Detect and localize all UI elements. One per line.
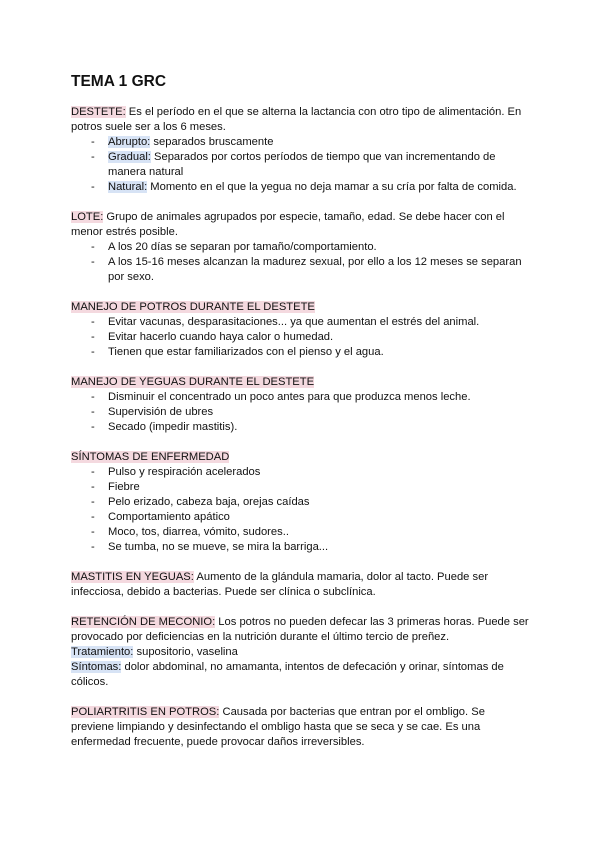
mastitis-text: Aumento de la glándula mamaria, dolor al tacto. Puede ser infecciosa, debido a bacterias. Puede ser clínica o subclínica. <box>71 571 489 598</box>
manejo-yeguas-heading: MANEJO DE YEGUAS DURANTE EL DESTETE <box>71 376 315 388</box>
dash-marker: - <box>91 541 95 553</box>
lote-text: Grupo de animales agrupados por especie, tamaño, edad. Se debe hacer con el menor estrés posible. <box>71 211 505 238</box>
destete-text: Es el período en el que se alterna la lactancia con otro tipo de alimentación. En potros suele ser a los 6 meses. <box>71 106 522 133</box>
section-mastitis <box>71 570 530 600</box>
list-item <box>91 540 530 555</box>
sintomas-paragraph <box>71 450 530 465</box>
list-item-text: separados bruscamente <box>150 136 274 148</box>
list-item-text: Tienen que estar familiarizados con el pienso y el agua. <box>108 346 384 358</box>
list-item <box>91 525 530 540</box>
poliartritis-paragraph <box>71 705 530 750</box>
list-item <box>91 345 530 360</box>
list-item <box>91 420 530 435</box>
meconio-paragraph <box>71 615 530 645</box>
list-item-text: Pelo erizado, cabeza baja, orejas caídas <box>108 496 310 508</box>
sintomas-label: Síntomas: <box>71 661 122 673</box>
list-item-text: Evitar vacunas, desparasitaciones... ya que aumentan el estrés del animal. <box>108 316 480 328</box>
list-item <box>91 240 530 255</box>
destete-paragraph <box>71 105 530 135</box>
list-item-text: Momento en el que la yegua no deja mamar a su cría por falta de comida. <box>147 181 517 193</box>
dash-marker: - <box>91 496 95 508</box>
lote-list <box>71 240 530 285</box>
dash-marker: - <box>91 406 95 418</box>
dash-marker: - <box>91 241 95 253</box>
list-item-text: Disminuir el concentrado un poco antes para que produzca menos leche. <box>108 391 471 403</box>
section-meconio <box>71 615 530 690</box>
list-item-text: Moco, tos, diarrea, vómito, sudores.. <box>108 526 289 538</box>
tratamiento-label: Tratamiento: <box>71 646 134 658</box>
dash-marker: - <box>91 316 95 328</box>
list-item-text: A los 20 días se separan por tamaño/comportamiento. <box>108 241 377 253</box>
dash-marker: - <box>91 466 95 478</box>
list-item <box>91 465 530 480</box>
list-item <box>91 495 530 510</box>
list-item-term: Gradual: <box>108 151 151 163</box>
list-item-text: Pulso y respiración acelerados <box>108 466 261 478</box>
list-item <box>91 405 530 420</box>
meconio-heading: RETENCIÓN DE MECONIO: <box>71 616 216 628</box>
sintomas-heading: SÍNTOMAS DE ENFERMEDAD <box>71 451 230 463</box>
dash-marker: - <box>91 256 95 268</box>
list-item <box>91 255 530 285</box>
list-item <box>91 390 530 405</box>
list-item-text: A los 15-16 meses alcanzan la madurez sexual, por ello a los 12 meses se separan por sexo. <box>108 256 522 283</box>
manejo-potros-heading: MANEJO DE POTROS DURANTE EL DESTETE <box>71 301 315 313</box>
dash-marker: - <box>91 526 95 538</box>
list-item-text: Separados por cortos períodos de tiempo que van incrementando de manera natural <box>108 151 496 178</box>
list-item <box>91 330 530 345</box>
dash-marker: - <box>91 136 95 148</box>
list-item-text: Evitar hacerlo cuando haya calor o humedad. <box>108 331 334 343</box>
list-item-text: Secado (impedir mastitis). <box>108 421 238 433</box>
dash-marker: - <box>91 331 95 343</box>
section-manejo-yeguas <box>71 375 530 435</box>
manejo-yeguas-paragraph <box>71 375 530 390</box>
section-sintomas <box>71 450 530 555</box>
section-lote <box>71 210 530 285</box>
destete-list <box>71 135 530 195</box>
dash-marker: - <box>91 421 95 433</box>
list-item-text: Comportamiento apático <box>108 511 230 523</box>
meconio-tratamiento <box>71 645 530 660</box>
section-destete <box>71 105 530 195</box>
list-item-text: Supervisión de ubres <box>108 406 214 418</box>
dash-marker: - <box>91 391 95 403</box>
destete-heading: DESTETE: <box>71 106 126 118</box>
dash-marker: - <box>91 151 95 163</box>
sintomas-text: dolor abdominal, no amamanta, intentos de defecación y orinar, síntomas de cólicos. <box>71 661 504 688</box>
list-item-text: Se tumba, no se mueve, se mira la barriga... <box>108 541 329 553</box>
list-item-text: Fiebre <box>108 481 140 493</box>
list-item <box>91 135 530 150</box>
mastitis-paragraph <box>71 570 530 600</box>
list-item <box>91 150 530 180</box>
poliartritis-heading: POLIARTRITIS EN POTROS: <box>71 706 220 718</box>
manejo-potros-list <box>71 315 530 360</box>
sintomas-list <box>71 465 530 555</box>
manejo-potros-paragraph <box>71 300 530 315</box>
tratamiento-text: supositorio, vaselina <box>133 646 238 658</box>
list-item <box>91 510 530 525</box>
lote-heading: LOTE: <box>71 211 104 223</box>
poliartritis-text: Causada por bacterias que entran por el ombligo. Se previene limpiando y desinfectando el ombligo hasta que se seca y se cae. Es una enfermedad frecuente, puede provocar daños irreversibles. <box>71 706 485 748</box>
section-manejo-potros <box>71 300 530 360</box>
meconio-text: Los potros no pueden defecar las 3 primeras horas. Puede ser provocado por deficiencias en la nutrición durante el último tercio de preñez. <box>71 616 529 643</box>
meconio-sintomas <box>71 660 530 690</box>
list-item <box>91 180 530 195</box>
mastitis-heading: MASTITIS EN YEGUAS: <box>71 571 194 583</box>
dash-marker: - <box>91 481 95 493</box>
lote-paragraph <box>71 210 530 240</box>
list-item-term: Abrupto: <box>108 136 151 148</box>
dash-marker: - <box>91 181 95 193</box>
list-item-term: Natural: <box>108 181 148 193</box>
manejo-yeguas-list <box>71 390 530 435</box>
dash-marker: - <box>91 511 95 523</box>
section-poliartritis <box>71 705 530 750</box>
page-title: TEMA 1 GRC <box>71 73 167 90</box>
list-item <box>91 315 530 330</box>
list-item <box>91 480 530 495</box>
dash-marker: - <box>91 346 95 358</box>
